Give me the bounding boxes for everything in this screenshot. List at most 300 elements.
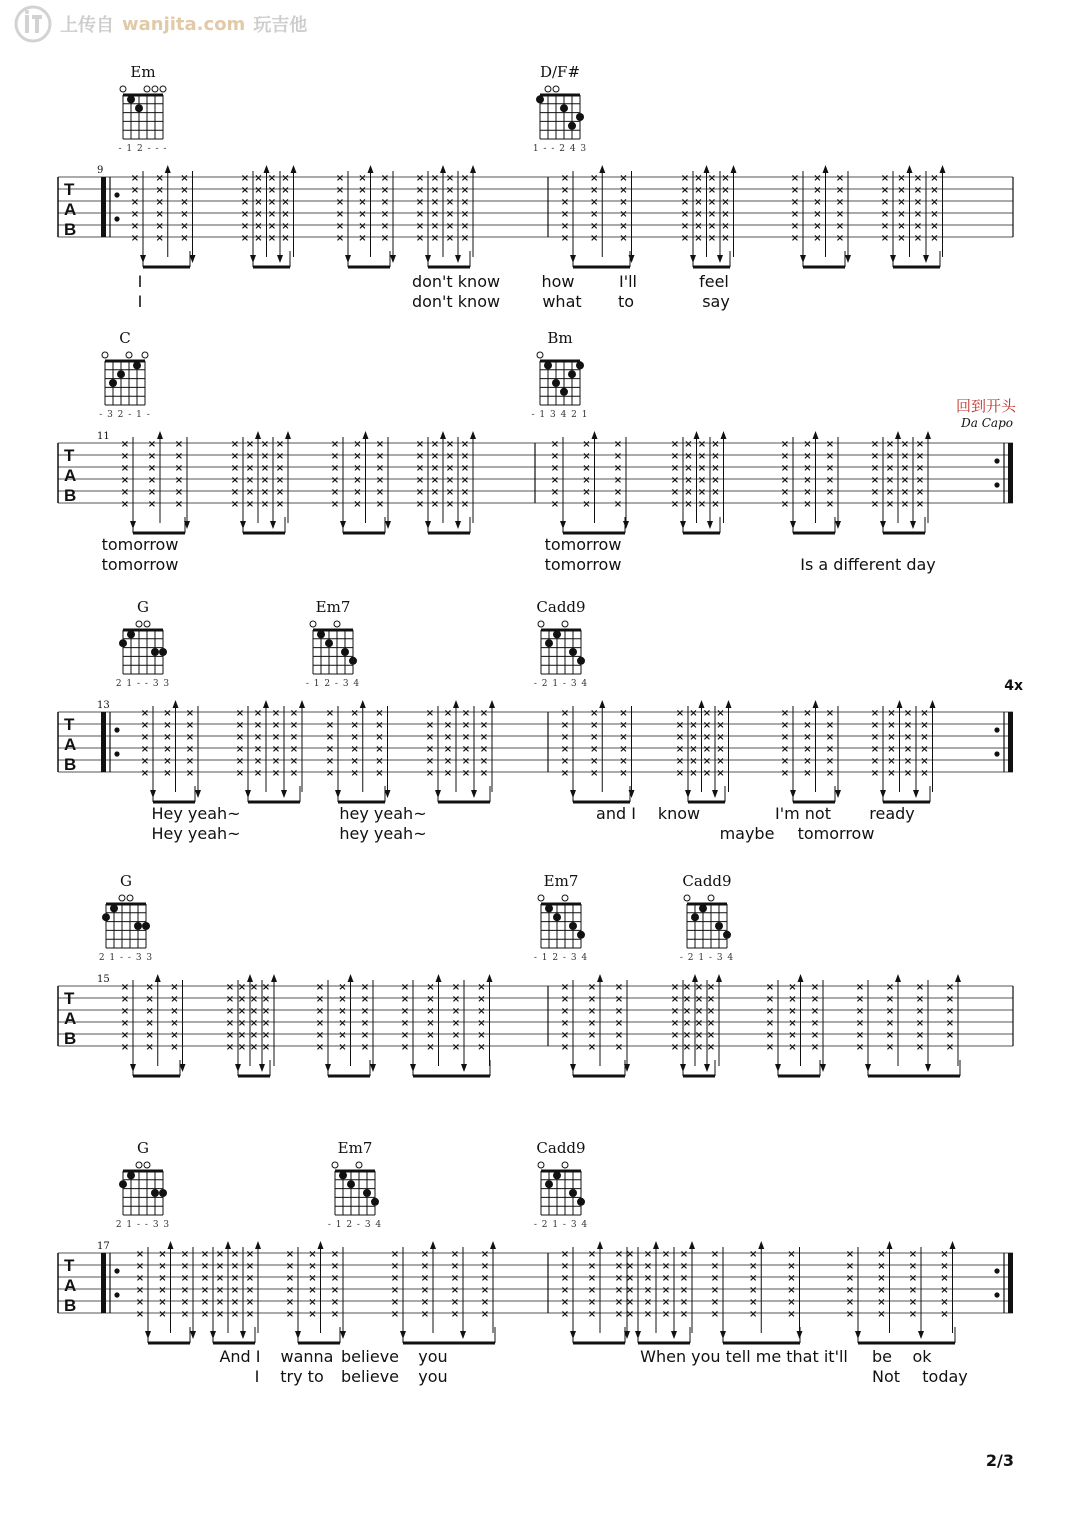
strum-x-mark: × [325, 756, 335, 767]
strum-x-mark: × [625, 1261, 635, 1272]
strum-x-mark: × [360, 1018, 370, 1029]
strum-x-mark: × [560, 1030, 570, 1041]
strum-x-mark: × [308, 1261, 317, 1272]
strum-x-mark: × [249, 1018, 259, 1029]
strum-x-mark: × [245, 1261, 255, 1272]
finger-dot [110, 904, 118, 912]
strum-x-mark: × [706, 1018, 716, 1029]
strum-x-mark: × [813, 233, 822, 244]
strum-group [561, 974, 630, 1076]
repeat-dot [114, 192, 119, 197]
strum-x-mark: × [230, 487, 240, 498]
lyric-word: Hey yeah~ [151, 824, 241, 843]
strum-x-mark: × [237, 1006, 247, 1017]
strum-x-mark: × [215, 1309, 225, 1320]
strum-x-mark: × [120, 1042, 130, 1053]
strum-x-mark: × [180, 221, 189, 232]
strum-x-mark: × [120, 499, 130, 510]
strum-x-mark: × [550, 451, 560, 462]
strum-x-mark: × [185, 756, 195, 767]
strum-x-mark: × [885, 1030, 895, 1041]
strum-group [326, 700, 391, 802]
lyric-word: you [418, 1367, 448, 1386]
strum-x-mark: × [180, 1249, 190, 1260]
strum-x-mark: × [870, 463, 880, 474]
strum-x-mark: × [330, 1261, 340, 1272]
strum-x-mark: × [430, 487, 440, 498]
open-string-marker [562, 1162, 568, 1168]
strum-x-mark: × [903, 744, 913, 755]
strum-up-arrow [168, 1241, 174, 1249]
strum-x-mark: × [697, 487, 707, 498]
strum-up-arrow [823, 165, 829, 173]
strum-x-mark: × [694, 994, 704, 1005]
tab-letter-a: A [64, 466, 77, 485]
strum-x-mark: × [813, 209, 822, 220]
tab-system [58, 63, 1013, 311]
strum-x-mark: × [443, 732, 453, 743]
strum-x-mark: × [697, 499, 707, 510]
strum-x-mark: × [230, 1249, 240, 1260]
strum-x-mark: × [945, 1030, 955, 1041]
strum-x-mark: × [443, 744, 453, 755]
strum-group [426, 700, 495, 802]
strum-x-mark: × [260, 475, 270, 486]
strum-x-mark: × [245, 1309, 255, 1320]
strum-x-mark: × [702, 708, 712, 719]
chord-diagram [328, 1139, 382, 1230]
lyric-word: and I [596, 804, 636, 823]
strum-down-arrow [925, 1064, 931, 1072]
strum-up-arrow [813, 431, 819, 439]
strum-x-mark: × [445, 173, 455, 184]
strum-x-mark: × [679, 1273, 689, 1284]
strum-x-mark: × [275, 499, 285, 510]
strum-x-mark: × [765, 1030, 775, 1041]
strum-up-arrow [758, 1241, 764, 1249]
strum-x-mark: × [330, 463, 340, 474]
strum-x-mark: × [430, 451, 440, 462]
strum-x-mark: × [790, 197, 800, 208]
strum-x-mark: × [614, 1042, 624, 1053]
chord-name: G [137, 1139, 149, 1157]
strum-up-arrow [436, 974, 442, 982]
tab-letter-t: T [64, 446, 75, 465]
open-string-marker [136, 1162, 142, 1168]
finger-dot [349, 657, 357, 665]
da-capo-label: Da Capo [961, 416, 1013, 430]
lyric-word: hey yeah~ [339, 804, 427, 823]
strum-x-mark: × [790, 185, 800, 196]
strum-x-mark: × [877, 1249, 886, 1260]
strum-x-mark: × [885, 982, 895, 993]
strum-x-mark: × [380, 185, 390, 196]
strum-x-mark: × [380, 221, 390, 232]
strum-x-mark: × [780, 732, 790, 743]
strum-x-mark: × [619, 233, 628, 244]
strum-x-mark: × [930, 173, 939, 184]
strum-x-mark: × [281, 197, 290, 208]
strum-x-mark: × [254, 173, 263, 184]
strum-x-mark: × [375, 768, 384, 779]
strum-x-mark: × [425, 708, 435, 719]
strum-x-mark: × [338, 1030, 347, 1041]
strum-x-mark: × [803, 708, 812, 719]
strum-x-mark: × [915, 499, 925, 510]
strum-group [781, 431, 841, 533]
strum-x-mark: × [289, 708, 299, 719]
strum-x-mark: × [170, 1018, 179, 1029]
strum-x-mark: × [289, 732, 299, 743]
header-prefix: 上传自 [60, 15, 114, 36]
strum-x-mark: × [260, 499, 270, 510]
lyric-word: I [137, 272, 143, 291]
strum-x-mark: × [694, 1030, 704, 1041]
lyric-word: be [872, 1347, 892, 1366]
strum-x-mark: × [158, 1261, 167, 1272]
strum-x-mark: × [803, 487, 812, 498]
strum-up-arrow [597, 974, 603, 982]
finger-dot [127, 1171, 135, 1179]
strum-x-mark: × [420, 1309, 430, 1320]
finger-dot [560, 104, 568, 112]
strum-up-arrow [490, 1241, 496, 1249]
strum-x-mark: × [682, 1018, 692, 1029]
strum-x-mark: × [825, 720, 835, 731]
strum-x-mark: × [765, 982, 775, 993]
chord-fingering: - 1 2 - 3 4 [305, 679, 361, 689]
strum-x-mark: × [140, 744, 150, 755]
strum-x-mark: × [915, 1042, 925, 1053]
strum-x-mark: × [180, 1309, 190, 1320]
strum-x-mark: × [360, 1042, 370, 1053]
lyric-word: you [418, 1347, 448, 1366]
strum-up-arrow [895, 974, 901, 982]
strum-x-mark: × [308, 1297, 317, 1308]
strum-up-arrow [360, 700, 366, 708]
strum-x-mark: × [479, 744, 489, 755]
lyric-word: I [254, 1367, 260, 1386]
strum-x-mark: × [697, 439, 707, 450]
strum-x-mark: × [706, 994, 716, 1005]
strum-up-arrow [907, 165, 913, 173]
lyric-word: tomorrow [797, 824, 875, 843]
measure-number: 9 [97, 165, 104, 176]
strum-x-mark: × [790, 233, 800, 244]
finger-dot [347, 1180, 355, 1188]
strum-x-mark: × [697, 463, 707, 474]
strum-x-mark: × [147, 463, 157, 474]
strum-x-mark: × [450, 1309, 460, 1320]
strum-x-mark: × [679, 1297, 689, 1308]
strum-x-mark: × [625, 1249, 635, 1260]
chord-diagram [116, 598, 170, 689]
strum-x-mark: × [163, 732, 172, 743]
strum-x-mark: × [560, 720, 570, 731]
strum-x-mark: × [479, 732, 489, 743]
strum-x-mark: × [271, 756, 281, 767]
finger-dot [545, 1180, 553, 1188]
strum-x-mark: × [430, 185, 440, 196]
strum-x-mark: × [803, 499, 812, 510]
strum-x-mark: × [260, 439, 270, 450]
strum-x-mark: × [174, 487, 184, 498]
open-string-marker [310, 621, 316, 627]
strum-x-mark: × [261, 1018, 271, 1029]
strum-x-mark: × [477, 1030, 486, 1041]
strum-x-mark: × [835, 173, 845, 184]
strum-x-mark: × [253, 756, 263, 767]
strum-x-mark: × [338, 1042, 347, 1053]
strum-x-mark: × [253, 744, 263, 755]
strum-x-mark: × [913, 221, 923, 232]
strum-x-mark: × [915, 982, 925, 993]
strum-x-mark: × [940, 1285, 949, 1296]
strum-x-mark: × [460, 173, 470, 184]
strum-x-mark: × [613, 475, 623, 486]
strum-x-mark: × [780, 439, 790, 450]
strum-x-mark: × [825, 451, 835, 462]
strum-up-arrow [689, 1241, 695, 1249]
strum-up-arrow [247, 974, 253, 982]
strum-x-mark: × [694, 221, 703, 232]
lyric-word: tomorrow [101, 555, 179, 574]
lyric-word: to [617, 292, 635, 311]
strum-x-mark: × [445, 451, 455, 462]
strum-x-mark: × [711, 451, 720, 462]
strum-x-mark: × [880, 173, 890, 184]
strum-x-mark: × [245, 1285, 255, 1296]
strum-up-arrow [798, 974, 804, 982]
strum-x-mark: × [787, 1261, 796, 1272]
strum-x-mark: × [560, 1309, 570, 1320]
strum-x-mark: × [267, 233, 277, 244]
strum-x-mark: × [885, 1006, 895, 1017]
strum-x-mark: × [308, 1249, 317, 1260]
strum-x-mark: × [590, 233, 599, 244]
strum-x-mark: × [120, 1030, 130, 1041]
strum-x-mark: × [680, 221, 690, 232]
strum-group [846, 1241, 956, 1343]
strum-x-mark: × [908, 1273, 918, 1284]
finger-dot [545, 639, 553, 647]
strum-x-mark: × [587, 1249, 597, 1260]
finger-dot [569, 922, 577, 930]
strum-x-mark: × [707, 185, 717, 196]
finger-dot [363, 1189, 371, 1197]
strum-down-arrow [835, 790, 841, 798]
strum-x-mark: × [253, 708, 263, 719]
strum-x-mark: × [887, 756, 896, 767]
strum-x-mark: × [230, 475, 240, 486]
strum-x-mark: × [330, 1297, 340, 1308]
strum-x-mark: × [443, 756, 453, 767]
strum-x-mark: × [885, 487, 895, 498]
strum-x-mark: × [689, 768, 698, 779]
strum-x-mark: × [903, 708, 913, 719]
strum-x-mark: × [330, 499, 340, 510]
strum-x-mark: × [430, 197, 440, 208]
finger-dot [117, 370, 125, 378]
strum-x-mark: × [261, 1042, 271, 1053]
open-string-marker [538, 895, 544, 901]
strum-up-arrow [721, 431, 727, 439]
strum-x-mark: × [145, 1030, 154, 1041]
strum-x-mark: × [460, 209, 470, 220]
strum-x-mark: × [185, 744, 195, 755]
strum-down-arrow [910, 521, 916, 529]
strum-x-mark: × [400, 1018, 410, 1029]
chord-diagram [680, 872, 734, 963]
strum-x-mark: × [825, 732, 835, 743]
strum-x-mark: × [285, 1285, 295, 1296]
strum-x-mark: × [271, 744, 281, 755]
strum-x-mark: × [765, 1042, 775, 1053]
finger-dot [723, 931, 731, 939]
strum-x-mark: × [415, 451, 425, 462]
finger-dot [135, 104, 143, 112]
strum-x-mark: × [900, 475, 910, 486]
strum-x-mark: × [721, 173, 730, 184]
strum-x-mark: × [230, 1285, 240, 1296]
strum-down-arrow [923, 255, 929, 263]
strum-x-mark: × [285, 1297, 295, 1308]
strum-x-mark: × [261, 982, 271, 993]
chord-name: Cadd9 [536, 1139, 586, 1157]
strum-x-mark: × [689, 732, 698, 743]
finger-dot [119, 1180, 127, 1188]
strum-x-mark: × [661, 1309, 671, 1320]
strum-x-mark: × [560, 756, 570, 767]
finger-dot [553, 630, 561, 638]
strum-x-mark: × [158, 1249, 167, 1260]
strum-x-mark: × [903, 720, 913, 731]
strum-x-mark: × [230, 463, 240, 474]
strum-group [561, 165, 635, 267]
strum-x-mark: × [420, 1249, 430, 1260]
strum-up-arrow [157, 431, 163, 439]
strum-x-mark: × [261, 994, 271, 1005]
strum-x-mark: × [560, 768, 570, 779]
repeat-dot [994, 1292, 999, 1297]
strum-x-mark: × [451, 994, 461, 1005]
strum-x-mark: × [590, 221, 599, 232]
strum-x-mark: × [711, 487, 720, 498]
strum-x-mark: × [915, 463, 925, 474]
strum-down-arrow [629, 790, 635, 798]
strum-x-mark: × [675, 768, 685, 779]
chord-fingering: - 2 1 - 3 4 [533, 1220, 589, 1230]
strum-x-mark: × [670, 1030, 680, 1041]
strum-x-mark: × [240, 197, 250, 208]
header-suffix: 玩吉他 [253, 15, 308, 36]
strum-x-mark: × [253, 720, 263, 731]
lyric-word: today [922, 1367, 968, 1386]
strum-x-mark: × [174, 439, 184, 450]
strum-x-mark: × [380, 209, 390, 220]
open-string-marker [708, 895, 714, 901]
strum-x-mark: × [706, 1006, 716, 1017]
strum-x-mark: × [913, 233, 923, 244]
strum-x-mark: × [702, 732, 712, 743]
strum-group [881, 165, 946, 267]
strum-x-mark: × [281, 185, 290, 196]
strum-x-mark: × [479, 708, 489, 719]
strum-x-mark: × [350, 720, 359, 731]
strum-x-mark: × [845, 1309, 855, 1320]
strum-x-mark: × [155, 173, 164, 184]
finger-dot [699, 904, 707, 912]
chord-diagram [116, 1139, 170, 1230]
repeat-dot [114, 751, 119, 756]
strum-x-mark: × [350, 756, 359, 767]
strum-group [226, 974, 277, 1076]
strum-x-mark: × [461, 768, 471, 779]
strum-x-mark: × [614, 1006, 624, 1017]
strum-x-mark: × [360, 994, 370, 1005]
strum-group [791, 165, 851, 267]
strum-up-arrow [318, 1241, 324, 1249]
strum-x-mark: × [158, 1273, 167, 1284]
strum-x-mark: × [614, 1273, 624, 1284]
strum-x-mark: × [185, 720, 195, 731]
strum-x-mark: × [451, 1030, 461, 1041]
strum-x-mark: × [920, 720, 929, 731]
strum-x-mark: × [689, 756, 698, 767]
strum-x-mark: × [670, 463, 680, 474]
strum-x-mark: × [420, 1261, 430, 1272]
chord-name: Em7 [337, 1139, 373, 1157]
da-capo-chinese: 回到开头 [955, 397, 1016, 415]
strum-up-arrow [430, 1241, 436, 1249]
lyric-word: don't know [411, 272, 501, 291]
strum-x-mark: × [240, 209, 250, 220]
open-string-marker [160, 86, 166, 92]
strum-x-mark: × [451, 1042, 461, 1053]
strum-x-mark: × [315, 1006, 325, 1017]
strum-x-mark: × [330, 1249, 340, 1260]
strum-down-arrow [390, 255, 396, 263]
strum-x-mark: × [803, 475, 812, 486]
strum-up-arrow [440, 165, 446, 173]
strum-x-mark: × [560, 1273, 570, 1284]
strum-x-mark: × [680, 197, 690, 208]
strum-x-mark: × [180, 173, 189, 184]
strum-x-mark: × [661, 1261, 671, 1272]
lyric-word: believe [340, 1347, 400, 1366]
strum-x-mark: × [479, 768, 489, 779]
strum-x-mark: × [587, 1018, 597, 1029]
strum-x-mark: × [716, 744, 725, 755]
strum-x-mark: × [560, 1285, 570, 1296]
strum-x-mark: × [930, 185, 939, 196]
chord-fingering: - 1 2 - - - [118, 144, 168, 154]
strum-x-mark: × [480, 1261, 490, 1272]
strum-group [231, 431, 291, 533]
strum-x-mark: × [560, 1042, 570, 1053]
strum-group [671, 431, 727, 533]
strum-down-arrow [712, 790, 718, 798]
header-site-link[interactable]: wanjita.com [122, 13, 246, 35]
strum-group [201, 1241, 261, 1343]
finger-dot [119, 639, 127, 647]
strum-x-mark: × [380, 197, 390, 208]
chord-name: C [119, 329, 131, 347]
strum-x-mark: × [289, 720, 299, 731]
strum-x-mark: × [267, 221, 277, 232]
strum-x-mark: × [920, 768, 929, 779]
strum-x-mark: × [716, 720, 725, 731]
